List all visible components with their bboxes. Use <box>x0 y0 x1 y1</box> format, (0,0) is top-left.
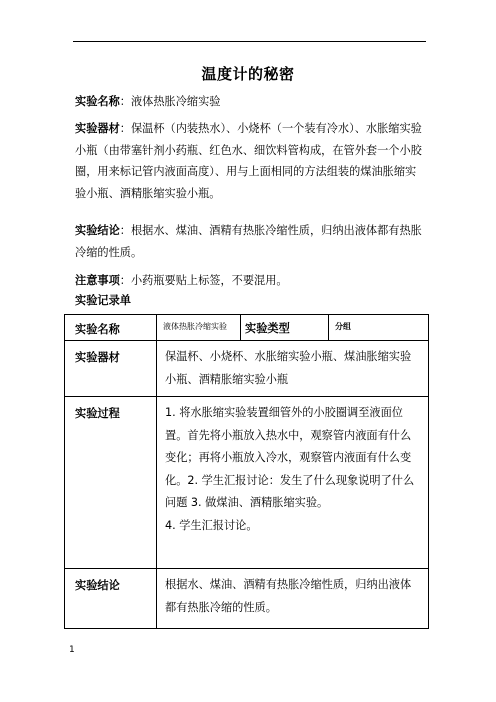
conclusion-paragraph: 实验结论：根据水、煤油、酒精有热胀冷缩性质，归纳出液体都有热胀冷缩的性质。 <box>75 224 422 259</box>
record-name-value: 液体热胀冷缩实验 <box>157 315 241 341</box>
table-row <box>65 341 429 397</box>
record-name-label: 实验名称 <box>65 315 157 341</box>
record-process-text-2: 4. 学生汇报讨论。 <box>165 518 258 532</box>
notice-value: 小药瓶要贴上标签，不要混用。 <box>130 274 288 287</box>
record-equipment-label: 实验器材 <box>65 341 157 397</box>
record-table <box>64 314 429 629</box>
equipment-paragraph: 实验器材：保温杯（内装热水）、小烧杯（一个装有冷水）、水胀缩实验小瓶（由带塞针剂小药瓶、红色水、细饮料管构成，在管外套一个小胶圈，用来标记管内液面高度）、用与上面相同的方法组装的煤油胀缩实验小瓶、酒精胀缩实验小瓶。 <box>75 122 422 200</box>
experiment-name-label: 实验名称 <box>75 95 120 108</box>
header-rule <box>73 41 426 42</box>
record-title: 实验记录单 <box>75 294 131 307</box>
page-title: 温度计的秘密 <box>201 65 295 83</box>
record-process-cell <box>157 397 429 569</box>
table-row <box>65 315 429 341</box>
experiment-name-value: 液体热胀冷缩实验 <box>130 95 221 108</box>
equipment-label: 实验器材 <box>75 122 120 135</box>
experiment-name-line: 实验名称：液体热胀冷缩实验 <box>75 95 221 108</box>
notice-label: 注意事项 <box>75 274 120 287</box>
record-type-label: 实验类型 <box>241 315 329 341</box>
table-row <box>65 397 429 569</box>
record-conclusion-label: 实验结论 <box>65 569 157 629</box>
record-process-label: 实验过程 <box>65 397 157 569</box>
page-number: 1 <box>69 645 75 655</box>
equipment-value: 保温杯（内装热水）、小烧杯（一个装有冷水）、水胀缩实验小瓶（由带塞针剂小药瓶、红色水、细饮料管构成，在管外套一个小胶圈，用来标记管内液面高度）、用与上面相同的方法组装的煤油胀缩实验小瓶、酒精胀缩实验小瓶。 <box>75 122 422 200</box>
table-row <box>65 569 429 629</box>
record-type-value: 分组 <box>329 315 429 341</box>
record-process-text: 1. 将水胀缩实验装置细管外的小胶圈调至液面位置。首先将小瓶放入热水中，观察管内液面有什么变化；再将小瓶放入冷水，观察管内液面有什么变化。2. 学生汇报讨论：发生了什么现象说明了什么问题 3. 做煤油、酒精胀缩实验。 <box>165 406 415 510</box>
record-equipment-value: 保温杯、小烧杯、水胀缩实验小瓶、煤油胀缩实验小瓶、酒精胀缩实验小瓶 <box>157 341 429 397</box>
record-conclusion-value: 根据水、煤油、酒精有热胀冷缩性质，归纳出液体都有热胀冷缩的性质。 <box>157 569 429 629</box>
notice-line: 注意事项：小药瓶要贴上标签，不要混用。 <box>75 274 288 287</box>
conclusion-value: 根据水、煤油、酒精有热胀冷缩性质，归纳出液体都有热胀冷缩的性质。 <box>75 224 422 259</box>
conclusion-label: 实验结论 <box>75 224 120 237</box>
